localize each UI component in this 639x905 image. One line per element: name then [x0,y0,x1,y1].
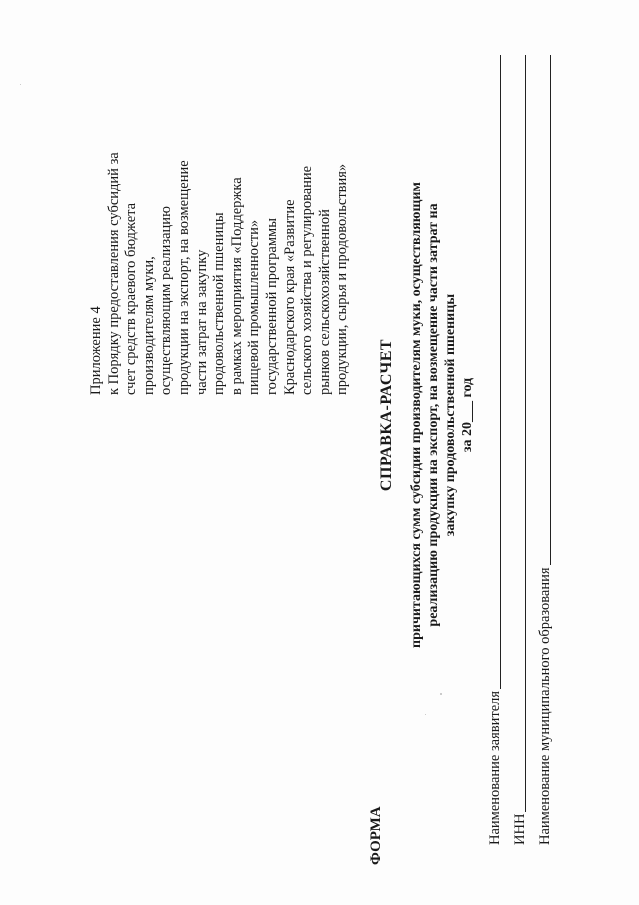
form-label: ФОРМА [368,806,384,865]
appendix-line: продукции на экспорт, на возмещение [175,160,192,395]
appendix-line: осуществляющим реализацию [158,206,175,395]
title-line: закупку продовольственной пшеницы [443,293,458,537]
inn-field [507,55,529,845]
applicant-name-line[interactable] [500,55,501,689]
scan-speck [20,84,21,85]
inn-line[interactable] [525,55,526,812]
appendix-line: части затрат на закупку [193,249,210,395]
appendix-line: пищевой промышленности» [246,219,263,395]
appendix-line: сельского хозяйства и регулирование [299,165,316,395]
document-title: СПРАВКА-РАСЧЕТ [378,338,395,492]
appendix-line: счет средств краевого бюджета [123,202,140,395]
municipality-field [532,55,554,845]
appendix-line: продовольственной пшеницы [211,212,228,395]
document-title-block [378,155,476,675]
scan-speck [425,714,426,715]
scan-speck [440,693,442,695]
appendix-line: производителям муки, [140,256,157,395]
appendix-block [88,35,352,395]
appendix-line: Краснодарского края «Развитие [281,199,298,395]
appendix-line: государственной программы [263,218,280,395]
appendix-line: к Порядку предоставления субсидий за [105,152,122,395]
title-line: реализацию продукции на экспорт, на возмещение части затрат на [426,203,441,627]
title-line: за 20___ год [460,377,475,453]
municipality-line[interactable] [550,55,551,565]
municipality-label: Наименование муниципального образования [537,567,553,845]
applicant-name-label: Наименование заявителя [487,690,503,845]
appendix-line: Приложение 4 [88,306,104,395]
appendix-line: продукции, сырья и продовольствия» [334,163,351,395]
form-fields [482,55,557,845]
applicant-name-field [482,55,504,845]
inn-label: ИНН [512,813,528,845]
title-line: причитающихся сумм субсидии производителям муки, осуществляющим [409,182,424,648]
appendix-line: рынков сельскохозяйственной [316,209,333,395]
appendix-line: в рамках мероприятия «Поддержка [228,177,245,395]
